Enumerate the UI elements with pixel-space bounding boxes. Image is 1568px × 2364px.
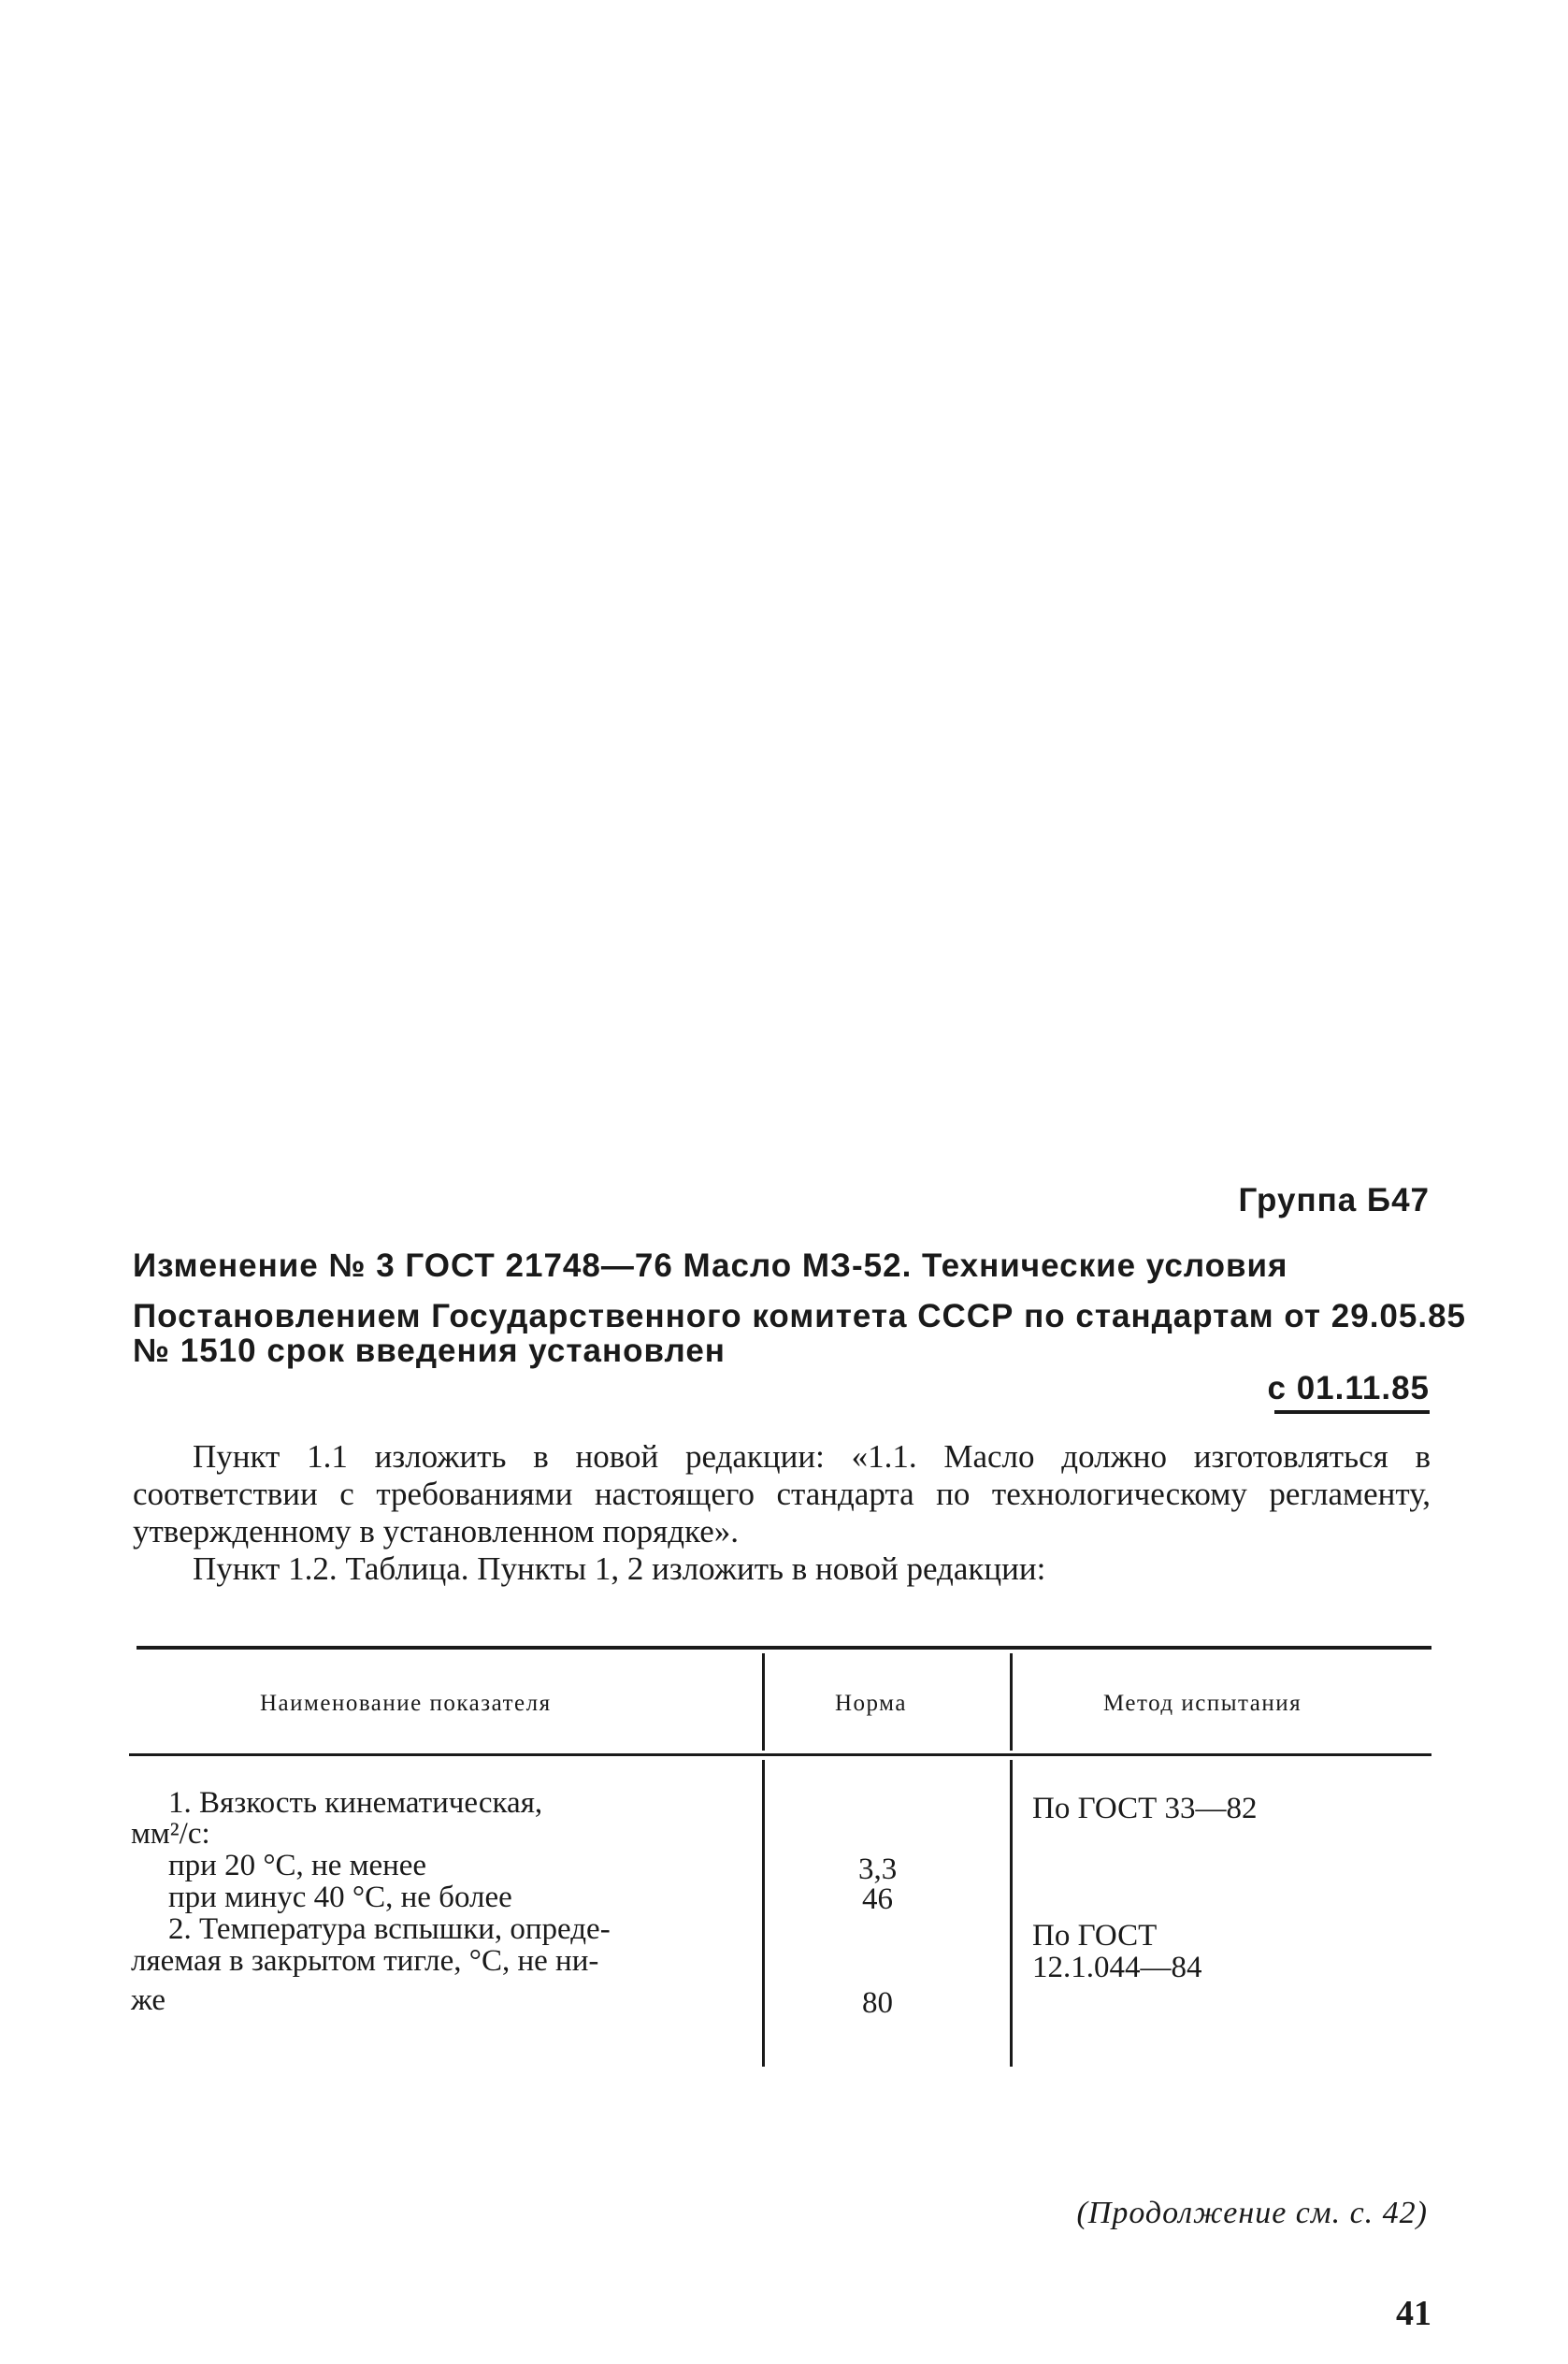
header-indicator-name: Наименование показателя (260, 1691, 552, 1716)
row-1-units: мм²/с: (131, 1817, 210, 1851)
table-col-divider-1-body (762, 1760, 765, 2067)
row-2-method-line2: 12.1.044—84 (1032, 1951, 1202, 1984)
table-top-rule (137, 1646, 1431, 1650)
page-number: 41 (1396, 2294, 1431, 2333)
row-2-method-line1: По ГОСТ (1032, 1919, 1158, 1953)
header-test-method: Метод испытания (1103, 1691, 1302, 1716)
continuation-note: (Продолжение см. с. 42) (1076, 2196, 1428, 2230)
row-1a-name: при 20 °С, не менее (168, 1849, 427, 1882)
paragraph-2: Пункт 1.2. Таблица. Пункты 1, 2 изложить в новой редакции: (193, 1550, 1046, 1587)
row-2-name-line3: же (131, 1983, 166, 2017)
paragraph-1: Пункт 1.1 изложить в новой редакции: «1.1. Масло должно изготовляться в соответствии с требованиями настоящего стандарта по технологическому регламенту, утвержденному в установленном порядке». (133, 1438, 1431, 1550)
row-2-norm: 80 (862, 1986, 893, 2020)
row-1b-norm: 46 (862, 1882, 893, 1916)
row-2-name-line2: ляемая в закрытом тигле, °С, не ни- (131, 1944, 599, 1978)
table-col-divider-2-body (1010, 1760, 1013, 2067)
change-title: Изменение № 3 ГОСТ 21748—76 Масло МЗ-52. Технические условия (133, 1247, 1288, 1284)
group-label: Группа Б47 (1238, 1182, 1430, 1218)
decree-line-1: Постановлением Государственного комитета СССР по стандартам от 29.05.85 (133, 1298, 1467, 1334)
table-header-rule (129, 1753, 1431, 1756)
date-underline (1274, 1410, 1430, 1414)
row-1-name: 1. Вязкость кинематическая, (168, 1786, 543, 1820)
row-1b-name: при минус 40 °С, не более (168, 1881, 512, 1914)
table-col-divider-2 (1010, 1653, 1013, 1751)
effective-date: с 01.11.85 (1267, 1370, 1430, 1406)
header-norm: Норма (835, 1691, 907, 1716)
row-1a-norm: 3,3 (858, 1852, 898, 1886)
table-col-divider-1 (762, 1653, 765, 1751)
decree-line-2: № 1510 срок введения установлен (133, 1333, 726, 1369)
row-2-name-line1: 2. Температура вспышки, опреде- (168, 1912, 611, 1946)
row-1-method: По ГОСТ 33—82 (1032, 1792, 1258, 1825)
